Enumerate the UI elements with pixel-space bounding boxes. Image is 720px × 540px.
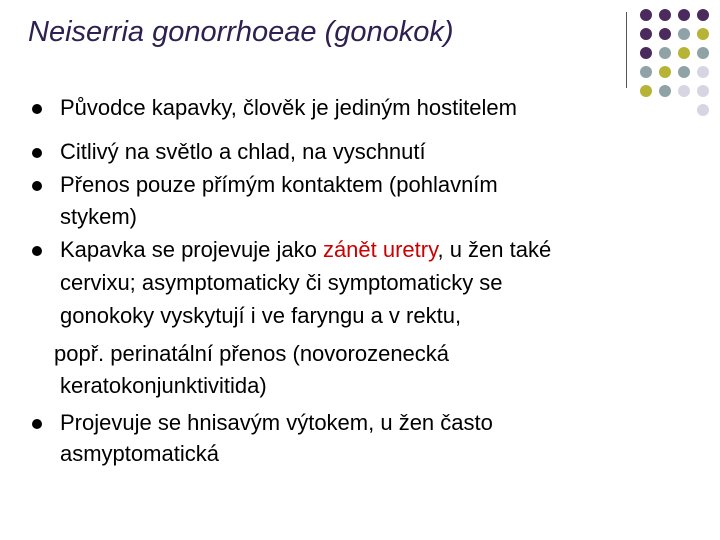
- bullet-marker: [32, 148, 42, 158]
- bullet-marker: [32, 104, 42, 114]
- bullet-marker: [32, 246, 42, 256]
- bullet-marker: [32, 419, 42, 429]
- bullet-text-segment: , u žen také: [437, 237, 552, 262]
- bullet-text-segment: Kapavka se projevuje jako: [60, 237, 323, 262]
- slide-title: Neiserria gonorrhoeae (gonokok): [28, 16, 454, 48]
- bullet-text-continuation: cervixu; asymptomaticky či symptomaticky se: [60, 270, 503, 295]
- bullet-text: [60, 237, 551, 263]
- bullet-marker: [32, 181, 42, 191]
- bullet-text-continuation: asmyptomatická: [60, 441, 219, 466]
- bullet-text: Citlivý na světlo a chlad, na vyschnutí: [60, 139, 426, 164]
- highlighted-term: zánět uretry: [322, 237, 438, 262]
- bullet-text: Projevuje se hnisavým výtokem, u žen často: [60, 410, 493, 435]
- bullet-text-continuation: popř. perinatální přenos (novorozenecká: [54, 341, 450, 366]
- bullet-text-continuation: gonokoky vyskytují i ve faryngu a v rektu,: [60, 303, 462, 328]
- bullet-text: Původce kapavky, člověk je jediným hostitelem: [60, 95, 517, 120]
- bullet-text: Přenos pouze přímým kontaktem (pohlavním: [60, 172, 498, 197]
- bullet-text-continuation: keratokonjunktivitida): [60, 373, 267, 398]
- bullet-text-continuation: stykem): [60, 204, 137, 229]
